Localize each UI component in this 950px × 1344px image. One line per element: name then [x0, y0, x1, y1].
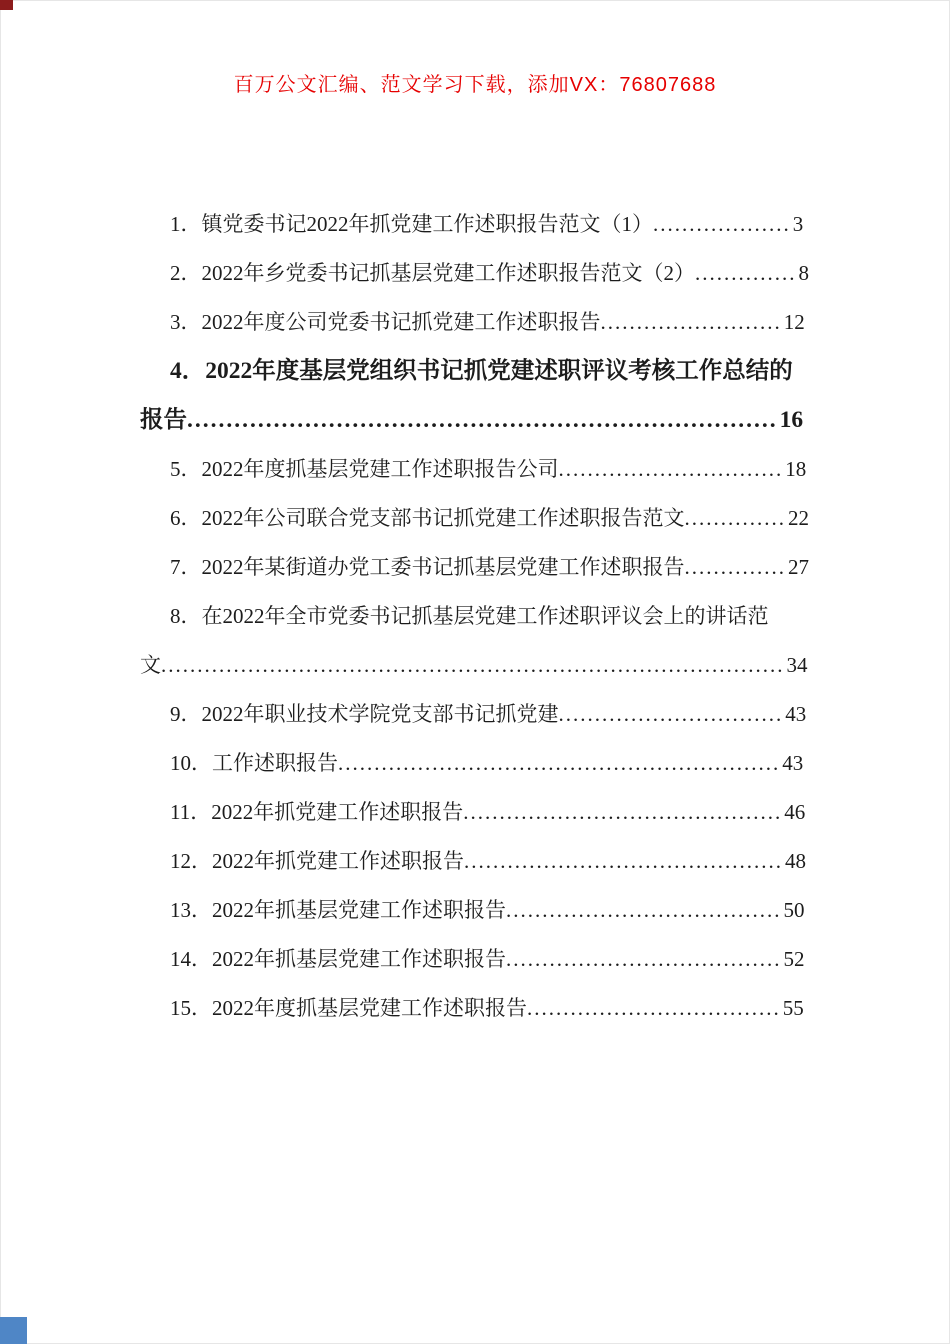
- toc-dot-leader: ..............: [684, 555, 786, 579]
- toc-entry-text: 1．镇党委书记2022年抓党建工作述职报告范文（1）: [170, 212, 653, 236]
- toc-entry[interactable]: [140, 886, 810, 935]
- toc-entry-text: 4．2022年度基层党组织书记抓党建述职评议考核工作总结的报告: [140, 358, 793, 433]
- toc-dot-leader: ...................................: [527, 996, 781, 1020]
- toc-dot-leader: ...........................................................................: [187, 407, 778, 433]
- toc-dot-leader: ............................................: [464, 849, 783, 873]
- toc-entry[interactable]: [140, 543, 810, 592]
- toc-entry-text: 14．2022年抓基层党建工作述职报告: [170, 947, 506, 971]
- toc-entry-text: 13．2022年抓基层党建工作述职报告: [170, 898, 506, 922]
- toc-entry[interactable]: [140, 690, 810, 739]
- promo-notice-text: 百万公文汇编、范文学习下载，添加VX：76807688: [233, 74, 717, 96]
- toc-dot-leader: ............................................: [463, 800, 783, 824]
- corner-mark-top-left: [0, 0, 13, 10]
- toc-dot-leader: ..............: [684, 506, 786, 530]
- toc-page-number: 48: [785, 849, 806, 873]
- toc-page-number: 43: [785, 702, 807, 726]
- toc-entry-text: 6．2022年公司联合党支部书记抓党建工作述职报告范文: [170, 506, 685, 530]
- toc-page-number: 18: [785, 457, 807, 481]
- toc-entry-text: 12．2022年抓党建工作述职报告: [170, 849, 464, 873]
- toc-dot-leader: ......................................: [506, 898, 782, 922]
- toc-dot-leader: ..............: [695, 261, 797, 285]
- toc-page-number: 3: [792, 212, 804, 236]
- toc-entry[interactable]: [140, 445, 810, 494]
- toc-entry-text: 5．2022年度抓基层党建工作述职报告公司: [170, 457, 559, 481]
- toc-entry[interactable]: [140, 298, 810, 347]
- toc-entry-text: 2．2022年乡党委书记抓基层党建工作述职报告范文（2）: [170, 261, 695, 285]
- toc-page-number: 22: [788, 506, 809, 530]
- toc-entry[interactable]: [140, 494, 810, 543]
- toc-entry[interactable]: [140, 249, 810, 298]
- toc-entry-text: 15．2022年度抓基层党建工作述职报告: [170, 996, 527, 1020]
- toc-entry-text: 10．工作述职报告: [170, 751, 338, 775]
- toc-dot-leader: ...............................: [558, 702, 784, 726]
- toc-dot-leader: ...................: [653, 212, 791, 236]
- toc-page-number: 43: [782, 751, 804, 775]
- toc-page-number: 27: [788, 555, 809, 579]
- toc-entry[interactable]: [140, 739, 810, 788]
- corner-mark-bottom-left: [0, 1317, 27, 1344]
- toc-entry[interactable]: [140, 984, 810, 1033]
- toc-dot-leader: .........................: [600, 310, 782, 334]
- toc-entry-text: 3．2022年度公司党委书记抓党建工作述职报告: [170, 310, 601, 334]
- toc-dot-leader: ...............................: [558, 457, 784, 481]
- toc-page-number: 34: [786, 653, 808, 677]
- toc-entry[interactable]: [140, 200, 810, 249]
- toc-dot-leader: ......................................................................................: [161, 653, 785, 677]
- toc-entry-text: 8．在2022年全市党委书记抓基层党建工作述职评议会上的讲话范文: [140, 604, 769, 677]
- toc-entry[interactable]: [140, 788, 810, 837]
- toc-page-number: 52: [783, 947, 805, 971]
- toc-page-number: 55: [782, 996, 804, 1020]
- toc-entry-text: 11．2022年抓党建工作述职报告: [170, 800, 464, 824]
- toc-entry-text: 7．2022年某街道办党工委书记抓基层党建工作述职报告: [170, 555, 685, 579]
- toc-entry-text: 9．2022年职业技术学院党支部书记抓党建: [170, 702, 559, 726]
- table-of-contents: [140, 200, 810, 1033]
- toc-entry[interactable]: [140, 347, 810, 445]
- toc-page-number: 8: [798, 261, 809, 285]
- toc-dot-leader: ......................................: [506, 947, 782, 971]
- toc-page-number: 46: [784, 800, 806, 824]
- toc-page-number: 50: [783, 898, 805, 922]
- toc-entry[interactable]: [140, 837, 810, 886]
- toc-page-number: 12: [783, 310, 805, 334]
- toc-entry[interactable]: [140, 592, 810, 690]
- toc-entry[interactable]: [140, 935, 810, 984]
- toc-dot-leader: .............................................................: [338, 751, 781, 775]
- toc-page-number: 16: [779, 407, 804, 433]
